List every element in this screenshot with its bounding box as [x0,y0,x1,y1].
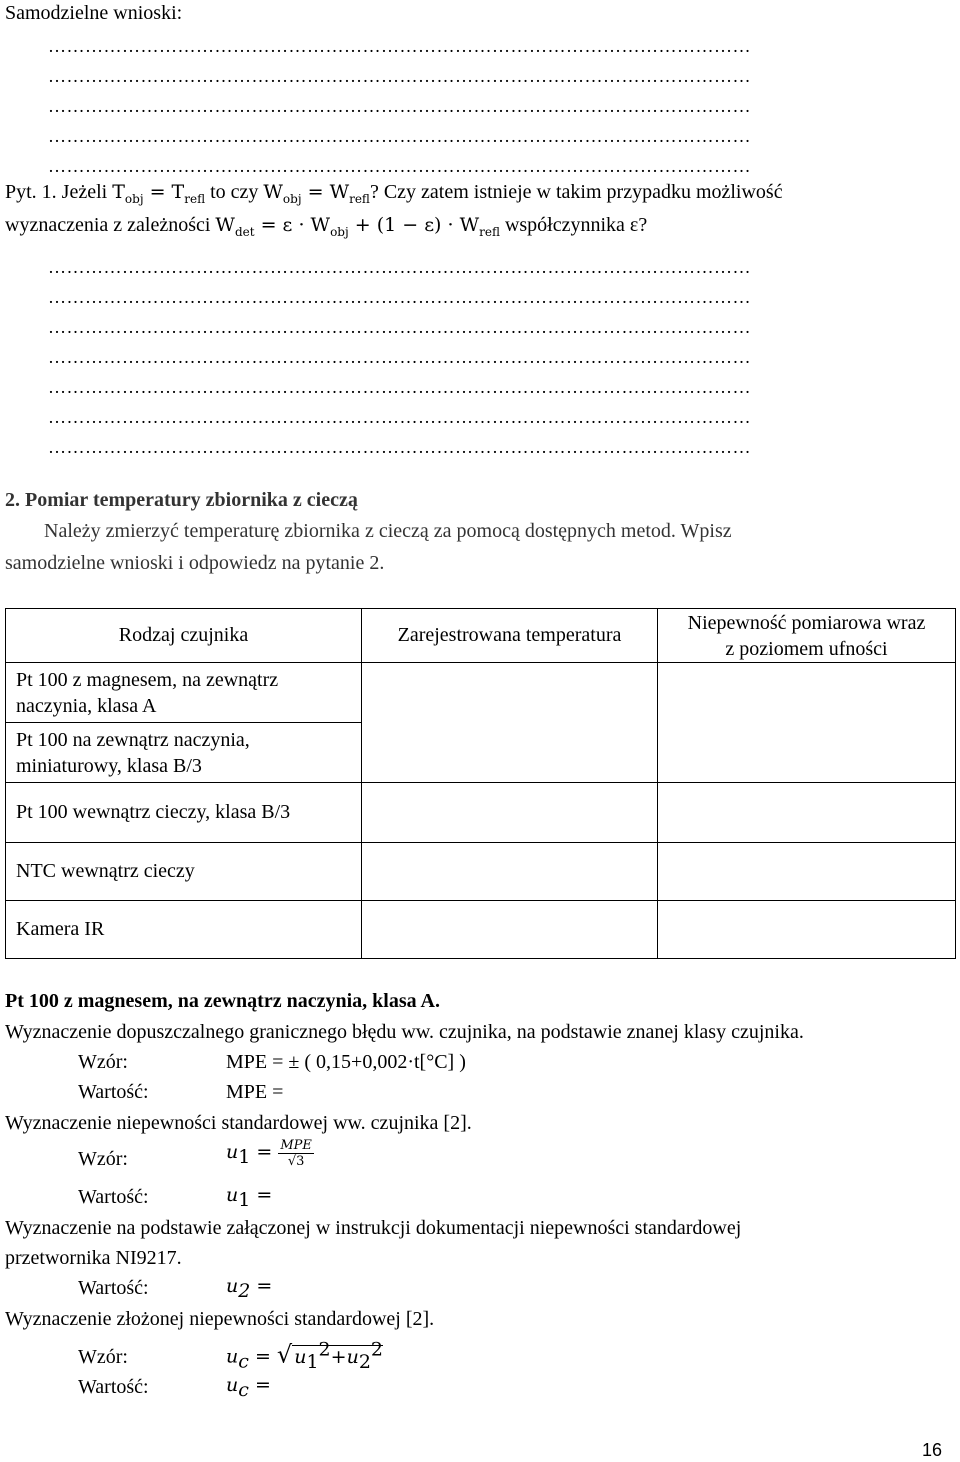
answer-line[interactable]: …………………………………………………………………………………………………… [48,96,751,116]
uc-description: Wyznaczenie złożonej niepewności standardowej [2]. [5,1308,435,1330]
temperature-cell[interactable] [362,843,658,901]
formula-label: Wzór: [78,1051,128,1073]
mpe-value[interactable]: MPE = [226,1081,284,1103]
uc-value[interactable]: $u_c$ = [226,1374,271,1401]
temperature-cell[interactable] [362,901,658,959]
header-uncertainty: Niepewność pomiarowa wraz z poziomem ufności [658,609,956,663]
u2-description-line-2: przetwornika NI9217. [5,1247,182,1269]
u2-description-line-1: Wyznaczenie na podstawie załączonej w instrukcji dokumentacji niepewności standardowej [5,1217,742,1239]
uc-formula: $u_c$ = √ $u_1^2+u_2^2$ [226,1338,383,1373]
sqrt-radicand: $u_1^2+u_2^2$ [294,1338,383,1373]
header-recorded-temperature: Zarejestrowana temperatura [362,609,658,663]
answer-line[interactable]: …………………………………………………………………………………………………… [48,287,751,307]
mpe-formula: MPE = ± ( 0,15+0,002·t[°C] ) [226,1051,466,1073]
formula-label: Wzór: [78,1148,128,1170]
calc-heading: Pt 100 z magnesem, na zewnątrz naczynia, klasa A. [5,990,440,1012]
answer-line[interactable]: …………………………………………………………………………………………………… [48,437,751,457]
u2-value[interactable]: $u_2$ = [226,1275,273,1302]
value-label: Wartość: [78,1081,149,1103]
uncertainty-cell[interactable] [658,783,956,843]
uncertainty-cell[interactable] [658,901,956,959]
answer-line[interactable]: …………………………………………………………………………………………………… [48,377,751,397]
section-2-title: 2. Pomiar temperatury zbiornika z cieczą [5,489,358,511]
question-1-line-1: Pyt. 1. Jeżeli $T_{obj} = T_{refl}$ to czy $W_{obj} = W_{refl}$? Czy zatem istnieje w takim przypadku możliwość [5,181,783,206]
answer-line[interactable]: …………………………………………………………………………………………………… [48,126,751,146]
sensor-table [5,608,956,959]
question-1-line-2: wyznaczenia z zależności $W_{det} = \varepsilon \cdot W_{obj} + (1 - \varepsilon) \cdot W_{refl}$ współczynnika ε? [5,214,648,239]
question-1-prefix: Pyt. 1. Jeżeli [5,181,108,203]
header-sensor-type: Rodzaj czujnika [6,609,362,663]
page-number: 16 [922,1440,943,1460]
table-row-sensor: NTC wewnątrz cieczy [6,843,362,901]
temperature-cell[interactable] [362,783,658,843]
formula-label: Wzór: [78,1346,128,1368]
table-row-sensor: Kamera IR [6,901,362,959]
answer-line[interactable]: …………………………………………………………………………………………………… [48,36,751,56]
answer-line[interactable]: …………………………………………………………………………………………………… [48,407,751,427]
value-label: Wartość: [78,1277,149,1299]
answer-line[interactable]: …………………………………………………………………………………………………… [48,317,751,337]
answer-line[interactable]: …………………………………………………………………………………………………… [48,257,751,277]
table-row-sensor: Pt 100 wewnątrz cieczy, klasa B/3 [6,783,362,843]
u1-value[interactable]: $u_1$ = [226,1184,273,1211]
uncertainty-cell[interactable] [658,663,956,783]
mpe-description: Wyznaczenie dopuszczalnego granicznego błędu ww. czujnika, na podstawie znanej klasy czujnika. [5,1021,804,1043]
value-label: Wartość: [78,1186,149,1208]
question-1-suffix: ? Czy zatem istnieje w takim przypadku możliwość [369,181,783,203]
section-2-text-line-1: Należy zmierzyć temperaturę zbiornika z cieczą za pomocą dostępnych metod. Wpisz [44,520,732,542]
table-row-sensor: Pt 100 z magnesem, na zewnątrz naczynia, klasa A [6,663,362,723]
uncertainty-cell[interactable] [658,843,956,901]
conclusions-heading: Samodzielne wnioski: [5,2,183,24]
section-2-text-line-2: samodzielne wnioski i odpowiedz na pytanie 2. [5,552,385,574]
answer-line[interactable]: …………………………………………………………………………………………………… [48,156,751,176]
answer-line[interactable]: …………………………………………………………………………………………………… [48,66,751,86]
u1-description: Wyznaczenie niepewności standardowej ww. czujnika [2]. [5,1112,472,1134]
u1-formula: $u_1$ = $\frac{\text{MPE}}{√3}$ [226,1138,312,1169]
temperature-cell[interactable] [362,663,658,783]
table-row-sensor: Pt 100 na zewnątrz naczynia, miniaturowy, klasa B/3 [6,723,362,783]
mpe-fraction: $\frac{\text{MPE}}{√3}$ [280,1138,312,1169]
value-label: Wartość: [78,1376,149,1398]
answer-line[interactable]: …………………………………………………………………………………………………… [48,347,751,367]
